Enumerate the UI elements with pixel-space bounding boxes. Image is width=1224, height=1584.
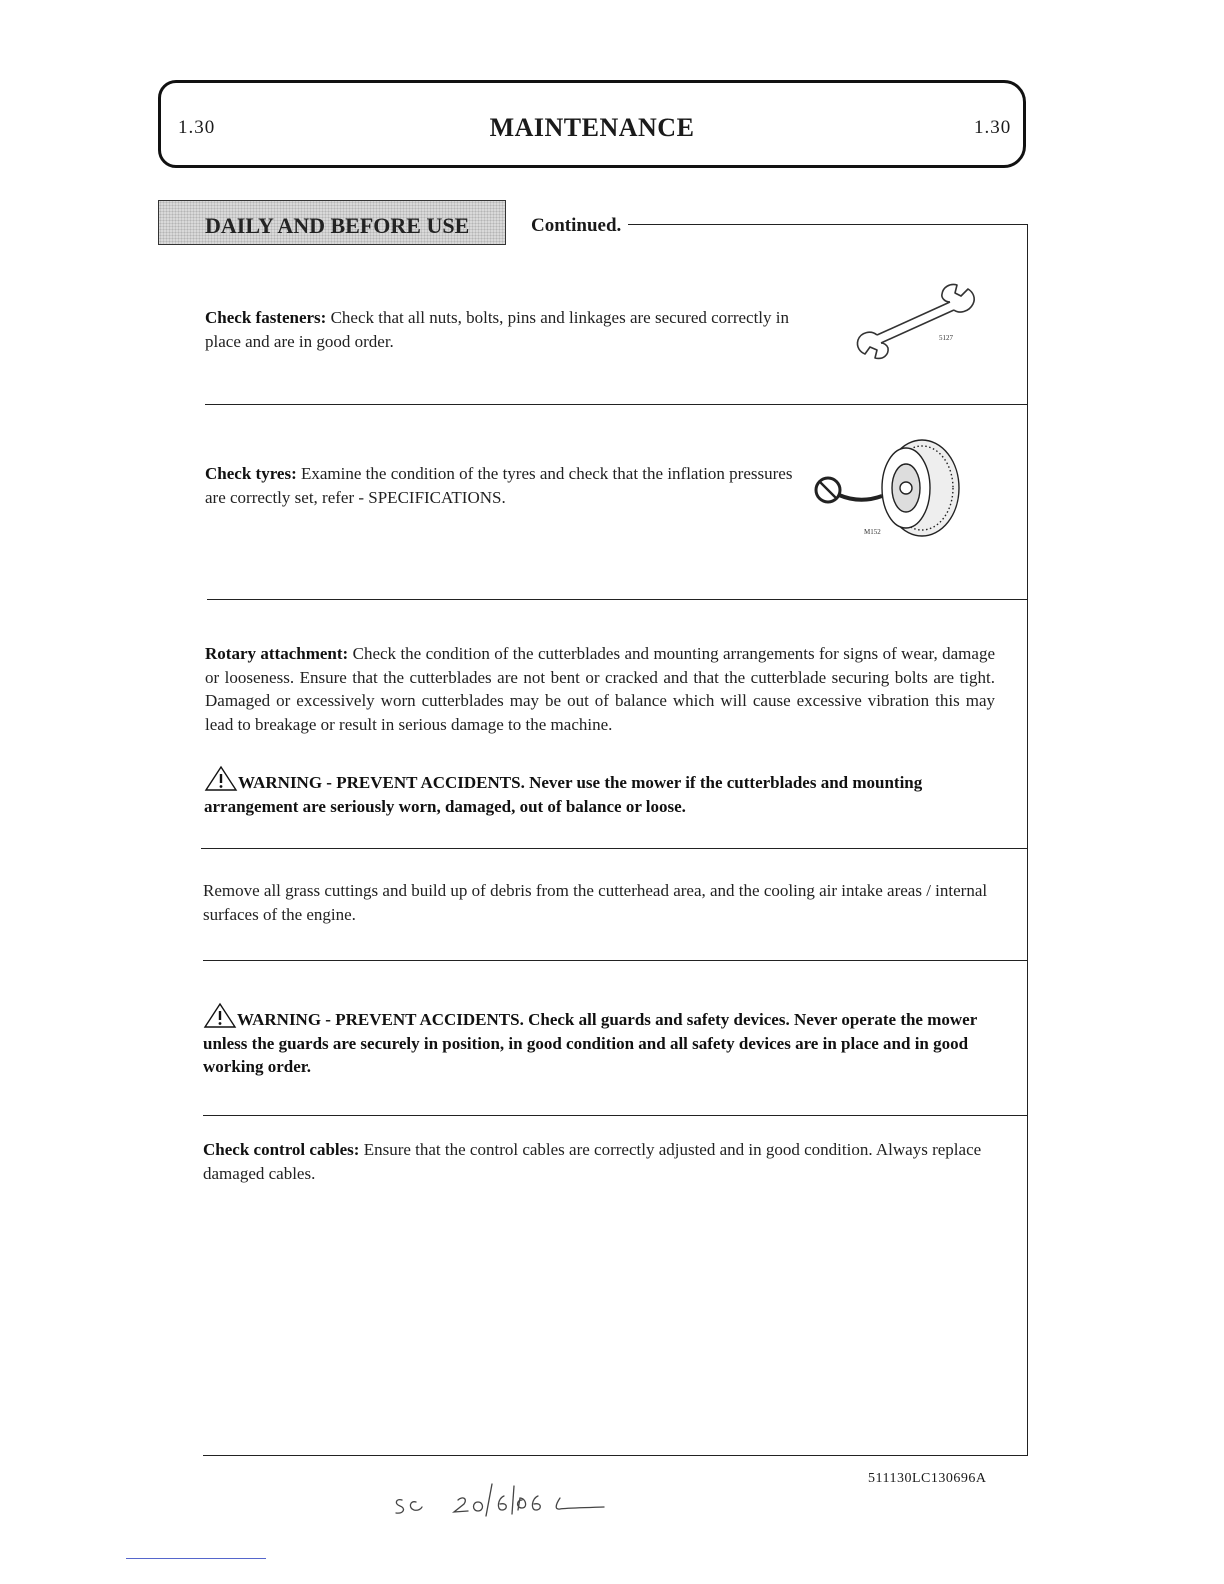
tyre-code: M152 [864, 528, 881, 536]
warning-triangle-icon [203, 1002, 237, 1028]
grass-paragraph: Remove all grass cuttings and build up of debris from the cutterhead area, and the cooling air intake areas / internal surfaces of the engine. [203, 881, 988, 924]
page-title: MAINTENANCE [489, 113, 695, 142]
bottom-rule [203, 1455, 1028, 1456]
tyre-gauge-icon [810, 438, 970, 548]
document-code: 511130LC130696A [868, 1471, 987, 1486]
warning-2-paragraph [203, 1002, 993, 1079]
divider-4 [203, 960, 1028, 961]
warning-2-text: WARNING - PREVENT ACCIDENTS. Check all guards and safety devices. Never operate the mower unless the guards are securely in position, in good condition and all safety devices are in place and in good working order. [203, 1010, 977, 1076]
warning-1-paragraph [204, 765, 994, 818]
tyres-paragraph [205, 462, 795, 509]
handwritten-signature [388, 1478, 618, 1522]
right-frame-line [1027, 224, 1028, 1456]
cables-paragraph [203, 1138, 993, 1185]
warning-1-text: WARNING - PREVENT ACCIDENTS. Never use the mower if the cutterblades and mounting arrangement are seriously worn, damaged, out of balance or loose. [204, 773, 923, 816]
rotary-paragraph [205, 642, 995, 736]
tyres-heading: Check tyres: [205, 464, 297, 483]
fasteners-heading: Check fasteners: [205, 308, 327, 327]
continued-label: Continued. [531, 215, 622, 236]
warning-triangle-icon [204, 765, 238, 791]
header-page-number-left: 1.30 [178, 117, 216, 138]
rotary-heading: Rotary attachment: [205, 644, 349, 663]
divider-1 [205, 404, 1028, 405]
scan-underline-mark [126, 1558, 266, 1559]
section-tab-label: DAILY AND BEFORE USE [205, 213, 470, 238]
fasteners-paragraph [205, 306, 795, 353]
spanner-icon [855, 280, 985, 365]
divider-2 [207, 599, 1028, 600]
divider-3 [201, 848, 1028, 849]
divider-5 [203, 1115, 1028, 1116]
cables-text: Ensure that the control cables are correctly adjusted and in good condition. Always replace damaged cables. [203, 1140, 982, 1183]
spanner-code: 5127 [939, 334, 953, 342]
tyres-text: Examine the condition of the tyres and check that the inflation pressures are correctly set, refer - SPECIFICATIONS. [205, 464, 793, 507]
top-rule [628, 224, 1028, 225]
section-tab [158, 200, 506, 245]
header-page-number-right: 1.30 [974, 117, 1012, 138]
fasteners-text: Check that all nuts, bolts, pins and linkages are secured correctly in place and are in good order. [205, 308, 789, 351]
cables-heading: Check control cables: [203, 1140, 360, 1159]
rotary-text: Check the condition of the cutterblades and mounting arrangements for signs of wear, damage or looseness. Ensure that the cutterblades are not bent or cracked and that the cutterblade securing bolts are tight. Damaged or excessively worn cutterblades may be out of balance which will cause excessive vibration this may lead to breakage or result in serious damage to the machine. [205, 644, 995, 734]
